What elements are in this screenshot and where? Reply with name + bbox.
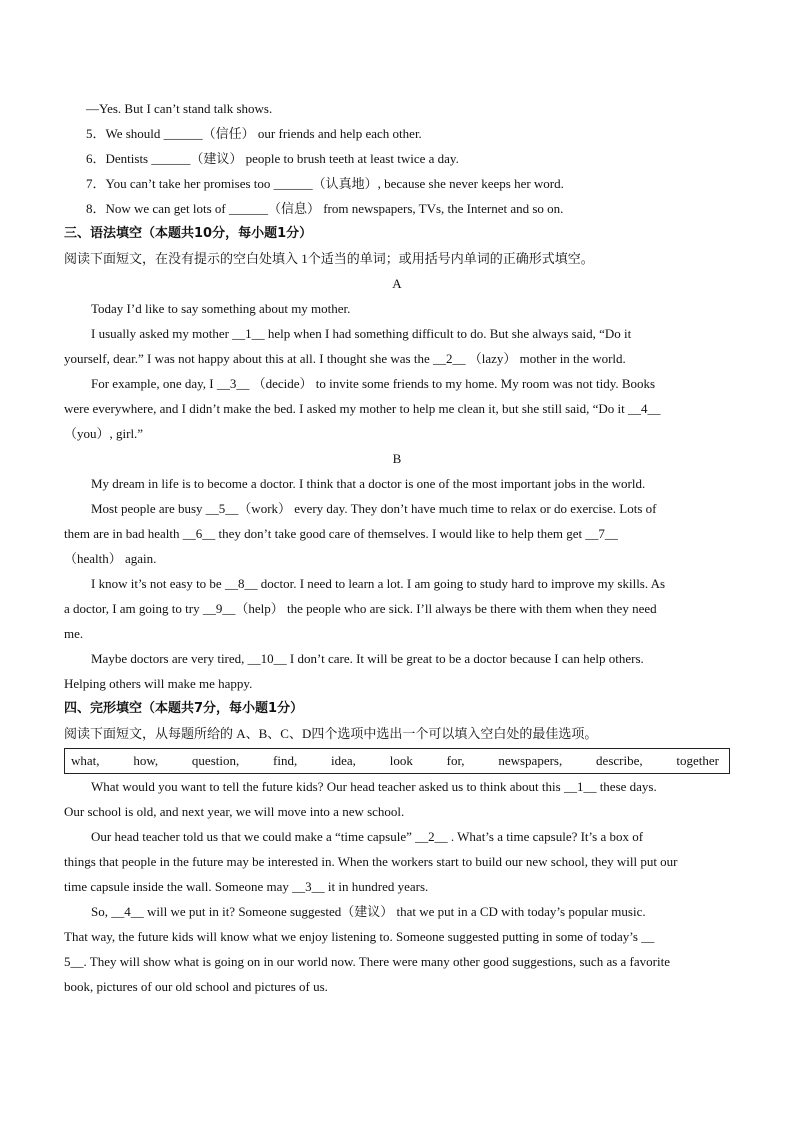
text-line: 6．Dentists ______（建议） people to brush teeth at least twice a day. [86,151,459,166]
section-heading: 三、语法填空（本题共10分，每小题1分） [64,226,313,241]
text-line: Today I’d like to say something about my mother. [91,301,351,316]
text-line: —Yes. But I can’t stand talk shows. [86,101,273,116]
passage-line: Our school is old, and next year, we will move into a new school. [64,804,405,819]
passage-line: That way, the future kids will know what we enjoy listening to. Someone suggested putting in some of today’s __ [64,929,655,944]
text-line: Helping others will make me happy. [64,676,253,691]
word-bank-item: idea, [331,753,356,768]
passage-line: Our head teacher told us that we could make a “time capsule” __2__ . What’s a time capsule? It’s a box of [91,829,644,844]
word-bank-item: what, [71,753,100,768]
passage-line: What would you want to tell the future kids? Our head teacher asked us to think about this __1__ these days. [91,779,657,794]
text-block-bottom [64,774,730,999]
passage-line: So, __4__ will we put in it? Someone suggested（建议） that we put in a CD with today’s popular music. [91,904,646,919]
text-line: Maybe doctors are very tired, __10__ I don’t care. It will be great to be a doctor because I can help others. [91,651,644,666]
text-line: I usually asked my mother __1__ help when I had something difficult to do. But she always said, “Do it [91,326,632,341]
text-line: a doctor, I am going to try __9__（help） the people who are sick. I’ll always be there with them when they need [64,601,657,616]
word-bank-box [64,748,730,774]
word-bank-item: for, [446,753,465,768]
passage-line: time capsule inside the wall. Someone may __3__ it in hundred years. [64,879,429,894]
passage-line: 5__. They will show what is going on in our world now. There were many other good suggestions, such as a favorite [64,954,670,969]
text-line: 8．Now we can get lots of ______（信息） from newspapers, TVs, the Internet and so on. [86,201,564,216]
text-line: me. [64,626,84,641]
exam-page [64,96,730,999]
word-bank-item: how, [133,753,159,768]
text-line: I know it’s not easy to be __8__ doctor. I need to learn a lot. I am going to study hard to improve my skills. As [91,576,666,591]
text-line: My dream in life is to become a doctor. I think that a doctor is one of the most important jobs in the world. [91,476,646,491]
word-bank-item: look [389,753,413,768]
word-bank-item: find, [273,753,298,768]
text-line: For example, one day, I __3__ （decide） to invite some friends to my home. My room was not tidy. Books [91,376,656,391]
text-line: were everywhere, and I didn’t make the bed. I asked my mother to help me clean it, but she still said, “Do it __4__ [64,401,661,416]
word-bank-item: together [676,753,719,768]
text-line: yourself, dear.” I was not happy about this at all. I thought she was the __2__ （lazy） mother in the world. [64,351,626,366]
text-line: （you）, girl.” [64,426,144,441]
word-bank-item: newspapers, [498,753,563,768]
passage-line: book, pictures of our old school and pictures of us. [64,979,328,994]
text-line: them are in bad health __6__ they don’t take good care of themselves. I would like to help them get __7__ [64,526,618,541]
section-heading: 四、完形填空（本题共7分，每小题1分） [64,701,304,716]
text-line: B [392,451,402,466]
text-block-top [64,96,730,746]
passage-line: things that people in the future may be interested in. When the workers start to build our new school, they will put our [64,854,678,869]
text-line: （health） again. [64,551,157,566]
text-line: 5．We should ______（信任） our friends and help each other. [86,126,422,141]
word-bank-item: question, [191,753,240,768]
text-line: Most people are busy __5__（work） every day. They don’t have much time to relax or do exercise. Lots of [91,501,657,516]
text-line: 阅读下面短文，从每题所给的 A、B、C、D四个选项中选出一个可以填入空白处的最佳选项。 [64,726,598,741]
text-line: 阅读下面短文，在没有提示的空白处填入 1个适当的单词；或用括号内单词的正确形式填空。 [64,251,594,266]
word-bank-item: describe, [596,753,643,768]
text-line: 7．You can’t take her promises too ______（认真地）, because she never keeps her word. [86,176,564,191]
text-line: A [392,276,402,291]
